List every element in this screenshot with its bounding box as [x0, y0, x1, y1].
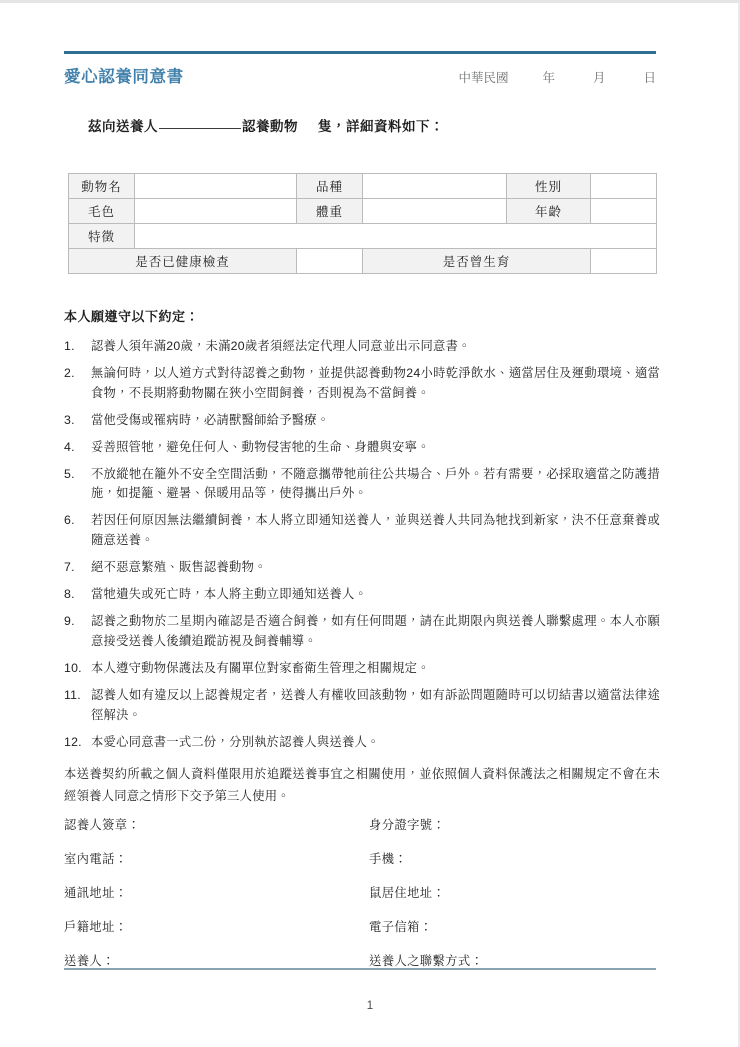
date-month-label: 月 [592, 71, 606, 85]
term-number: 5. [64, 466, 75, 481]
term-number: 8. [64, 587, 75, 602]
cell-has-bred-label: 是否曾生育 [363, 249, 591, 274]
mobile-phone-label[interactable]: 手機： [369, 852, 408, 866]
term-text: 本愛心同意書一式二份，分別執於認養人與送養人。 [91, 734, 380, 749]
term-text: 妥善照管牠，避免任何人、動物侵害牠的生命、身體與安寧。 [91, 439, 430, 454]
term-text: 本人遵守動物保護法及有關單位對家畜衛生管理之相關規定。 [91, 660, 430, 675]
page-number: 1 [366, 1000, 374, 1012]
cell-animal-name-value[interactable] [135, 174, 297, 199]
cell-health-check-label: 是否已健康檢查 [69, 249, 297, 274]
term-text: 不放縱牠在籠外不安全空間活動，不隨意攜帶牠前往公共場合、戶外。若有需要，必採取適當之防護措施，如提籠、避暑、保暖用品等，使得攜出戶外。 [91, 466, 660, 501]
term-text: 認養人如有違反以上認養規定者，送養人有權收回該動物，如有訴訟問題隨時可以切結書以適當法律途徑解決。 [91, 687, 660, 722]
term-text: 認養之動物於二星期內確認是否適合飼養，如有任何問題，請在此期限內與送養人聯繫處理。本人亦願意接受送養人後續追蹤訪視及飼養輔導。 [91, 613, 660, 648]
signature-block [64, 815, 660, 985]
date-day-label: 日 [643, 71, 656, 85]
signature-row [64, 951, 660, 969]
cell-breed-value[interactable] [363, 174, 507, 199]
cell-sex-label: 性別 [507, 174, 591, 199]
animal-info-table [68, 173, 657, 274]
animal-info-table-body [69, 174, 657, 274]
date-year-label: 年 [542, 71, 555, 85]
cell-features-label: 特徵 [69, 224, 135, 249]
intro-suffix: 隻，詳細資料如下： [318, 119, 444, 134]
id-number-label[interactable]: 身分證字號： [369, 818, 446, 832]
list-item [64, 558, 660, 578]
list-item [64, 659, 660, 679]
intro-line [88, 115, 444, 135]
signature-row [64, 883, 660, 901]
term-number: 4. [64, 439, 75, 454]
term-number: 3. [64, 412, 75, 427]
table-row [69, 174, 657, 199]
cell-color-value[interactable] [135, 199, 297, 224]
term-text: 無論何時，以人道方式對待認養之動物，並提供認養動物24小時乾淨飲水、適當居住及運動環境、適當食物，不長期將動物關在狹小空間飼養，否則視為不當飼養。 [91, 365, 660, 400]
cell-age-value[interactable] [591, 199, 657, 224]
cell-health-check-value[interactable] [297, 249, 363, 274]
giver-contact-label[interactable]: 送養人之聯繫方式： [369, 954, 484, 968]
list-item [64, 465, 660, 505]
list-item [64, 733, 660, 753]
intro-middle: 認養動物 [242, 119, 298, 134]
household-address-label[interactable]: 戶籍地址： [64, 920, 128, 934]
term-number: 12. [64, 734, 82, 749]
list-item [64, 511, 660, 551]
term-text: 認養人須年滿20歲，未滿20歲者須經法定代理人同意並出示同意書。 [91, 339, 471, 353]
term-text: 當牠遺失或死亡時，本人將主動立即通知送養人。 [91, 587, 368, 602]
term-number: 9. [64, 613, 75, 628]
list-item [64, 364, 660, 404]
document-header [64, 63, 656, 87]
table-row [69, 224, 657, 249]
home-phone-label[interactable]: 室內電話： [64, 852, 128, 866]
term-text: 當他受傷或罹病時，必請獸醫師給予醫療。 [91, 412, 330, 427]
current-address-label[interactable]: 鼠居住地址： [369, 886, 446, 900]
intro-prefix: 茲向送養人 [88, 119, 158, 134]
list-item [64, 612, 660, 652]
cell-has-bred-value[interactable] [591, 249, 657, 274]
mailing-address-label[interactable]: 通訊地址： [64, 886, 128, 900]
term-text: 絕不惡意繁殖、販售認養動物。 [91, 560, 267, 575]
email-label[interactable]: 電子信箱： [369, 920, 433, 934]
term-number: 6. [64, 513, 75, 528]
cell-weight-value[interactable] [363, 199, 507, 224]
list-item [64, 686, 660, 726]
term-number: 2. [64, 365, 75, 380]
signature-row [64, 917, 660, 935]
cell-weight-label: 體重 [297, 199, 363, 224]
term-number: 11. [64, 687, 81, 702]
term-number: 7. [64, 560, 75, 575]
signature-row [64, 815, 660, 833]
cell-breed-label: 品種 [297, 174, 363, 199]
cell-sex-value[interactable] [591, 174, 657, 199]
list-item [64, 585, 660, 605]
cell-animal-name-label: 動物名 [69, 174, 135, 199]
cell-color-label: 毛色 [69, 199, 135, 224]
signature-row [64, 849, 660, 867]
terms-heading: 本人願遵守以下約定： [64, 309, 200, 324]
privacy-paragraph: 本送養契約所載之個人資料僅限用於追蹤送養事宜之相關使用，並依照個人資料保護法之相關規定不會在未經領養人同意之情形下交予第三人使用。 [64, 767, 660, 803]
list-item [64, 337, 660, 357]
header-rule [64, 51, 656, 54]
cell-age-label: 年齡 [507, 199, 591, 224]
adopter-name-blank[interactable] [159, 128, 241, 129]
giver-label[interactable]: 送養人： [64, 954, 115, 968]
term-number: 1. [64, 339, 75, 353]
page-title: 愛心認養同意書 [64, 68, 184, 86]
table-row [69, 249, 657, 274]
footer-rule [64, 968, 656, 970]
term-number: 10. [64, 660, 82, 675]
table-row [69, 199, 657, 224]
list-item [64, 438, 660, 458]
term-text: 若因任何原因無法繼續飼養，本人將立即通知送養人，並與送養人共同為牠找到新家，決不任意棄養或隨意送養。 [91, 513, 660, 548]
date-line [458, 68, 656, 86]
cell-features-value[interactable] [135, 224, 657, 249]
adopter-signature-label[interactable]: 認養人簽章： [64, 818, 141, 832]
date-nation-label: 中華民國 [458, 71, 509, 85]
terms-list [64, 337, 660, 759]
list-item [64, 411, 660, 431]
